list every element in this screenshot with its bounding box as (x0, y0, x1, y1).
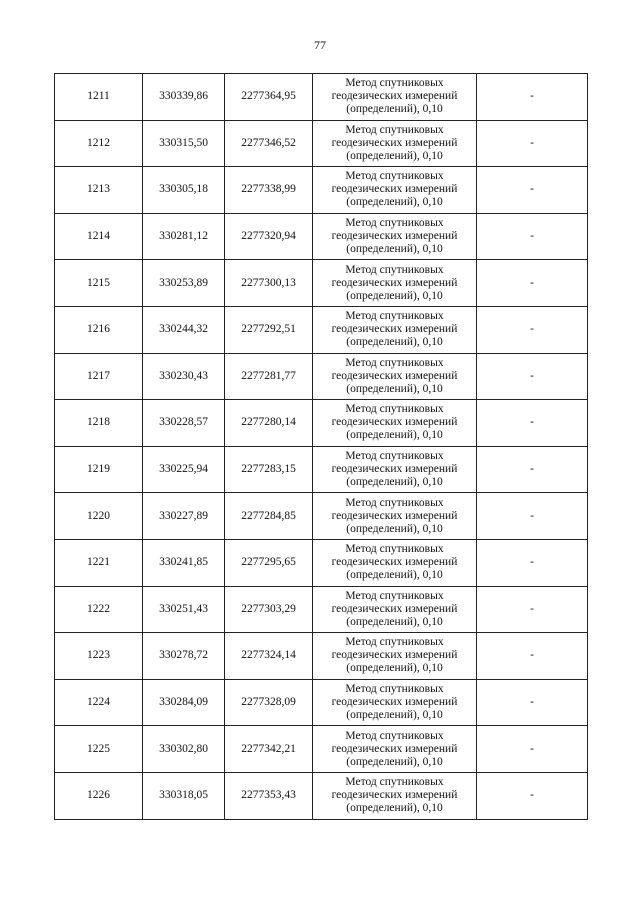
point-number-cell: 1212 (55, 120, 143, 167)
point-number-cell: 1217 (55, 353, 143, 400)
y-coordinate-cell: 2277295,65 (225, 539, 313, 586)
method-text-line2: геодезических измерений (331, 602, 458, 615)
method-text-line1: Метод спутниковых (345, 729, 444, 742)
x-coordinate-cell: 330302,80 (143, 726, 225, 773)
method-text-line3: (определений), 0,10 (346, 149, 443, 162)
point-number-cell: 1220 (55, 493, 143, 540)
method-cell (313, 306, 477, 353)
point-number-cell: 1222 (55, 586, 143, 633)
method-text-line2: геодезических измерений (331, 136, 458, 149)
method-text-line1: Метод спутниковых (345, 450, 444, 463)
method-cell (313, 260, 477, 307)
y-coordinate-cell: 2277281,77 (225, 353, 313, 400)
method-cell (313, 400, 477, 447)
method-cell (313, 446, 477, 493)
method-text-line2: геодезических измерений (331, 463, 458, 476)
method-cell (313, 353, 477, 400)
x-coordinate-cell: 330244,32 (143, 306, 225, 353)
page-number: 77 (314, 38, 326, 52)
y-coordinate-cell: 2277283,15 (225, 446, 313, 493)
table-row (55, 679, 588, 726)
method-text-line3: (определений), 0,10 (346, 336, 443, 349)
y-coordinate-cell: 2277303,29 (225, 586, 313, 633)
method-text-line2: геодезических измерений (331, 323, 458, 336)
x-coordinate-cell: 330318,05 (143, 772, 225, 819)
method-text-line3: (определений), 0,10 (346, 243, 443, 256)
description-cell: - (477, 74, 588, 121)
x-coordinate-cell: 330278,72 (143, 633, 225, 680)
y-coordinate-cell: 2277324,14 (225, 633, 313, 680)
method-text-line3: (определений), 0,10 (346, 615, 443, 628)
table-row (55, 726, 588, 773)
table-row (55, 586, 588, 633)
description-cell: - (477, 772, 588, 819)
method-text-line2: геодезических измерений (331, 276, 458, 289)
y-coordinate-cell: 2277328,09 (225, 679, 313, 726)
method-cell (313, 493, 477, 540)
method-cell (313, 726, 477, 773)
point-number-cell: 1214 (55, 213, 143, 260)
method-text-line3: (определений), 0,10 (346, 382, 443, 395)
method-cell (313, 167, 477, 214)
x-coordinate-cell: 330228,57 (143, 400, 225, 447)
method-text-line1: Метод спутниковых (345, 170, 444, 183)
description-cell: - (477, 353, 588, 400)
description-cell: - (477, 586, 588, 633)
description-cell: - (477, 446, 588, 493)
method-text-line2: геодезических измерений (331, 789, 458, 802)
point-number-cell: 1218 (55, 400, 143, 447)
point-number-cell: 1223 (55, 633, 143, 680)
method-cell (313, 772, 477, 819)
method-text-line1: Метод спутниковых (345, 496, 444, 509)
description-cell: - (477, 167, 588, 214)
table-row (55, 167, 588, 214)
table-row (55, 213, 588, 260)
method-text-line1: Метод спутниковых (345, 263, 444, 276)
y-coordinate-cell: 2277292,51 (225, 306, 313, 353)
method-text-line1: Метод спутниковых (345, 683, 444, 696)
point-number-cell: 1225 (55, 726, 143, 773)
description-cell: - (477, 213, 588, 260)
method-cell (313, 213, 477, 260)
description-cell: - (477, 306, 588, 353)
y-coordinate-cell: 2277364,95 (225, 74, 313, 121)
point-number-cell: 1213 (55, 167, 143, 214)
method-text-line3: (определений), 0,10 (346, 802, 443, 815)
method-text-line2: геодезических измерений (331, 90, 458, 103)
coordinates-table (54, 73, 588, 820)
method-text-line2: геодезических измерений (331, 369, 458, 382)
y-coordinate-cell: 2277320,94 (225, 213, 313, 260)
x-coordinate-cell: 330251,43 (143, 586, 225, 633)
y-coordinate-cell: 2277353,43 (225, 772, 313, 819)
description-cell: - (477, 679, 588, 726)
method-cell (313, 633, 477, 680)
method-text-line1: Метод спутниковых (345, 589, 444, 602)
description-cell: - (477, 260, 588, 307)
method-text-line3: (определений), 0,10 (346, 196, 443, 209)
description-cell: - (477, 726, 588, 773)
method-text-line3: (определений), 0,10 (346, 522, 443, 535)
description-cell: - (477, 400, 588, 447)
point-number-cell: 1211 (55, 74, 143, 121)
method-cell (313, 539, 477, 586)
method-text-line1: Метод спутниковых (345, 543, 444, 556)
method-text-line3: (определений), 0,10 (346, 709, 443, 722)
method-text-line3: (определений), 0,10 (346, 755, 443, 768)
method-text-line3: (определений), 0,10 (346, 103, 443, 116)
method-text-line3: (определений), 0,10 (346, 289, 443, 302)
x-coordinate-cell: 330315,50 (143, 120, 225, 167)
y-coordinate-cell: 2277342,21 (225, 726, 313, 773)
method-text-line2: геодезических измерений (331, 742, 458, 755)
method-cell (313, 120, 477, 167)
method-text-line3: (определений), 0,10 (346, 429, 443, 442)
method-text-line1: Метод спутниковых (345, 636, 444, 649)
method-text-line2: геодезических измерений (331, 556, 458, 569)
method-text-line2: геодезических измерений (331, 416, 458, 429)
table-row (55, 772, 588, 819)
table-row (55, 74, 588, 121)
table-row (55, 260, 588, 307)
x-coordinate-cell: 330230,43 (143, 353, 225, 400)
x-coordinate-cell: 330284,09 (143, 679, 225, 726)
description-cell: - (477, 633, 588, 680)
point-number-cell: 1219 (55, 446, 143, 493)
method-text-line2: геодезических измерений (331, 649, 458, 662)
method-text-line3: (определений), 0,10 (346, 476, 443, 489)
point-number-cell: 1216 (55, 306, 143, 353)
method-text-line2: геодезических измерений (331, 183, 458, 196)
table-row (55, 539, 588, 586)
method-text-line1: Метод спутниковых (345, 776, 444, 789)
y-coordinate-cell: 2277346,52 (225, 120, 313, 167)
y-coordinate-cell: 2277284,85 (225, 493, 313, 540)
table-row (55, 120, 588, 167)
x-coordinate-cell: 330253,89 (143, 260, 225, 307)
method-text-line3: (определений), 0,10 (346, 569, 443, 582)
description-cell: - (477, 539, 588, 586)
table-row (55, 353, 588, 400)
y-coordinate-cell: 2277300,13 (225, 260, 313, 307)
method-cell (313, 679, 477, 726)
description-cell: - (477, 493, 588, 540)
table-row (55, 493, 588, 540)
table-row (55, 306, 588, 353)
point-number-cell: 1215 (55, 260, 143, 307)
point-number-cell: 1226 (55, 772, 143, 819)
method-text-line1: Метод спутниковых (345, 217, 444, 230)
method-text-line1: Метод спутниковых (345, 356, 444, 369)
point-number-cell: 1221 (55, 539, 143, 586)
y-coordinate-cell: 2277338,99 (225, 167, 313, 214)
x-coordinate-cell: 330339,86 (143, 74, 225, 121)
table-row (55, 446, 588, 493)
method-text-line1: Метод спутниковых (345, 77, 444, 90)
method-text-line1: Метод спутниковых (345, 310, 444, 323)
x-coordinate-cell: 330241,85 (143, 539, 225, 586)
method-text-line3: (определений), 0,10 (346, 662, 443, 675)
x-coordinate-cell: 330281,12 (143, 213, 225, 260)
y-coordinate-cell: 2277280,14 (225, 400, 313, 447)
method-text-line2: геодезических измерений (331, 696, 458, 709)
method-cell (313, 586, 477, 633)
table-row (55, 633, 588, 680)
method-text-line2: геодезических измерений (331, 509, 458, 522)
point-number-cell: 1224 (55, 679, 143, 726)
method-cell (313, 74, 477, 121)
x-coordinate-cell: 330225,94 (143, 446, 225, 493)
description-cell: - (477, 120, 588, 167)
method-text-line2: геодезических измерений (331, 230, 458, 243)
method-text-line1: Метод спутниковых (345, 123, 444, 136)
x-coordinate-cell: 330305,18 (143, 167, 225, 214)
x-coordinate-cell: 330227,89 (143, 493, 225, 540)
table-row (55, 400, 588, 447)
coordinates-table-body (55, 74, 588, 820)
method-text-line1: Метод спутниковых (345, 403, 444, 416)
